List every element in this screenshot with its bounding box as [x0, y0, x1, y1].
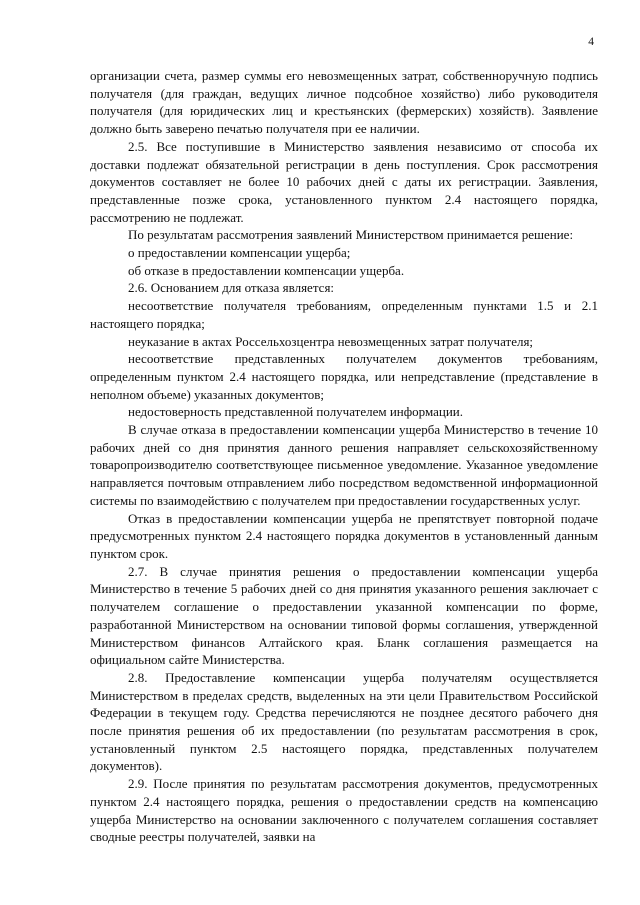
paragraph-refusal-reason-2: неуказание в актах Россельхозцентра невозмещенных затрат получателя;	[128, 333, 534, 349]
paragraph-2-7: 2.7. В случае принятия решения о предоставлении компенсации ущерба Министерство в течение 5 рабочих дней со дня принятия указанного решения заключает с получателем соглашение о предоставлении указанной компенсации по форме, разработанной Министерством на основании типовой формы соглашения, утвержденной Министерством финансов Алтайского края. Бланк соглашения размещается на официальном сайте Министерства.	[90, 563, 598, 668]
paragraph-decision-grant: о предоставлении компенсации ущерба;	[128, 245, 351, 261]
paragraph-continuation: организации счета, размер суммы его невозмещенных затрат, собственноручную подпись получателя (для граждан, ведущих личное подсобное хозяйство) либо руководителя получателя (для юридических лиц и крестьянских (фермерских) хозяйств). Заявление должно быть заверено печатью получателя при ее наличии.	[90, 68, 598, 137]
paragraph-refusal-reason-3: несоответствие представленных получателем документов требованиям, определенным пунктом 2.4 настоящего порядка, или непредставление (представление в неполном объеме) указанных документов;	[90, 351, 598, 402]
paragraph-2-6: 2.6. Основанием для отказа является:	[128, 280, 335, 296]
paragraph-resubmission: Отказ в предоставлении компенсации ущерба не препятствует повторной подаче предусмотренных пунктом 2.4 настоящего порядка документов в установленный данным пунктом срок.	[90, 510, 598, 561]
paragraph-refusal-reason-4: недостоверность представленной получателем информации.	[128, 404, 464, 420]
paragraph-2-9: 2.9. После принятия по результатам рассмотрения документов, предусмотренных пунктом 2.4 настоящего порядка, решения о предоставлении средств на компенсацию ущерба Министерство на основании заключенного с получателем соглашения составляет сводные реестры получателей, заявки на	[90, 776, 598, 845]
paragraph-2-5: 2.5. Все поступившие в Министерство заявления независимо от способа их доставки подлежат обязательной регистрации в день поступления. Срок рассмотрения документов составляет не более 10 рабочих дней с даты их регистрации. Заявления, представленные позже срока, установленного пунктом 2.4 настоящего порядка, рассмотрению не подлежат.	[90, 138, 598, 225]
paragraph-2-8: 2.8. Предоставление компенсации ущерба получателям осуществляется Министерством в пределах средств, выделенных на эти цели Правительством Российской Федерации в текущем году. Средства перечисляются не позднее десятого рабочего дня после принятия решения об их предоставлении (по результатам рассмотрения в срок, установленный пунктом 2.5 настоящего порядка, представленных получателем документов).	[90, 669, 598, 774]
paragraph-decision-refusal: об отказе в предоставлении компенсации ущерба.	[128, 262, 405, 278]
paragraph-refusal-notice: В случае отказа в предоставлении компенсации ущерба Министерство в течение 10 рабочих дней со дня принятия данного решения направляет сельскохозяйственному товаропроизводителю соответствующее письменное уведомление. Указанное уведомление направляется почтовым отправлением либо посредством ведомственной информационной системы по взаимодействию с получателем при предоставлении государственных услуг.	[90, 422, 598, 508]
paragraph-refusal-reason-1: несоответствие получателя требованиям, определенным пунктами 1.5 и 2.1 настоящего порядка;	[90, 298, 598, 331]
paragraph-decision-intro: По результатам рассмотрения заявлений Министерством принимается решение:	[128, 227, 574, 243]
page-number: 4	[588, 36, 594, 48]
body-text	[90, 67, 598, 846]
